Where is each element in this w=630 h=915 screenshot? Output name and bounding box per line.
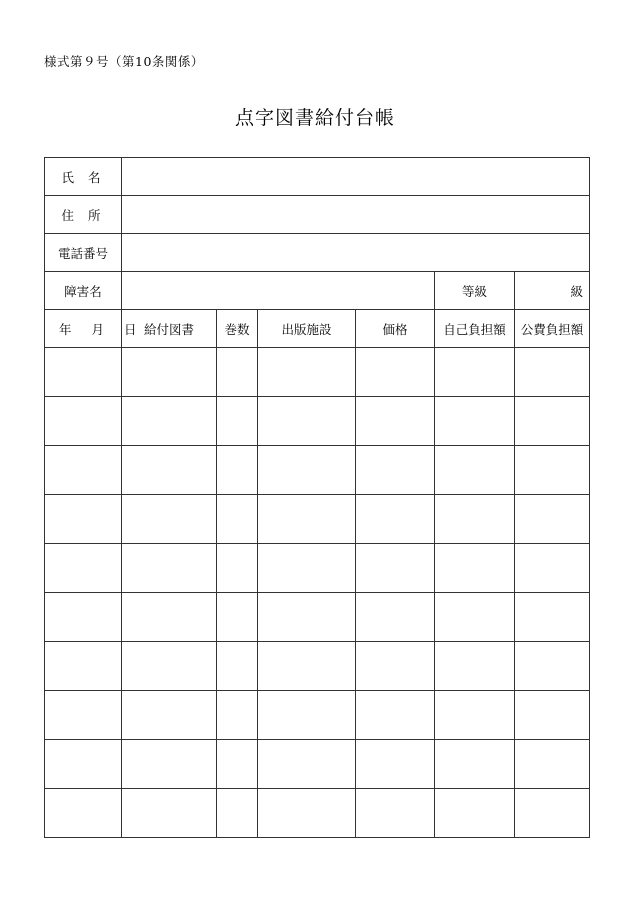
name-field[interactable] <box>122 158 590 196</box>
cell-public-pay[interactable] <box>515 446 590 495</box>
cell-price[interactable] <box>356 348 435 397</box>
cell-self-pay[interactable] <box>435 789 515 838</box>
cell-volumes[interactable] <box>217 789 258 838</box>
cell-books[interactable] <box>122 691 217 740</box>
cell-public-pay[interactable] <box>515 789 590 838</box>
table-row <box>45 495 590 544</box>
table-row <box>45 446 590 495</box>
cell-books[interactable] <box>122 348 217 397</box>
cell-date[interactable] <box>45 593 122 642</box>
cell-volumes[interactable] <box>217 642 258 691</box>
cell-price[interactable] <box>356 495 435 544</box>
table-row <box>45 789 590 838</box>
cell-price[interactable] <box>356 642 435 691</box>
cell-volumes[interactable] <box>217 495 258 544</box>
cell-self-pay[interactable] <box>435 593 515 642</box>
cell-self-pay[interactable] <box>435 544 515 593</box>
table-row <box>45 642 590 691</box>
cell-date[interactable] <box>45 397 122 446</box>
cell-volumes[interactable] <box>217 593 258 642</box>
form-number: 様式第９号（第10条関係） <box>44 54 204 69</box>
cell-publisher[interactable] <box>258 397 356 446</box>
cell-public-pay[interactable] <box>515 593 590 642</box>
cell-public-pay[interactable] <box>515 348 590 397</box>
cell-date[interactable] <box>45 691 122 740</box>
table-row <box>45 544 590 593</box>
grade-field[interactable]: 級 <box>515 272 590 310</box>
table-row <box>45 740 590 789</box>
cell-price[interactable] <box>356 593 435 642</box>
address-row <box>45 196 590 234</box>
cell-books[interactable] <box>122 789 217 838</box>
cell-publisher[interactable] <box>258 740 356 789</box>
disability-row <box>45 272 590 310</box>
phone-label: 電話番号 <box>45 234 122 272</box>
col-self-pay: 自己負担額 <box>435 310 515 348</box>
cell-publisher[interactable] <box>258 348 356 397</box>
col-books: 給付図書 <box>122 310 217 348</box>
cell-volumes[interactable] <box>217 397 258 446</box>
cell-public-pay[interactable] <box>515 397 590 446</box>
cell-publisher[interactable] <box>258 495 356 544</box>
cell-price[interactable] <box>356 446 435 495</box>
column-header-row <box>45 310 590 348</box>
cell-date[interactable] <box>45 348 122 397</box>
cell-self-pay[interactable] <box>435 397 515 446</box>
col-public-pay: 公費負担額 <box>515 310 590 348</box>
table-row <box>45 593 590 642</box>
cell-date[interactable] <box>45 642 122 691</box>
cell-price[interactable] <box>356 544 435 593</box>
cell-self-pay[interactable] <box>435 691 515 740</box>
table-row <box>45 348 590 397</box>
cell-price[interactable] <box>356 397 435 446</box>
grade-label: 等級 <box>435 272 515 310</box>
cell-public-pay[interactable] <box>515 691 590 740</box>
cell-date[interactable] <box>45 740 122 789</box>
table-row <box>45 397 590 446</box>
cell-public-pay[interactable] <box>515 495 590 544</box>
cell-publisher[interactable] <box>258 789 356 838</box>
cell-public-pay[interactable] <box>515 740 590 789</box>
cell-books[interactable] <box>122 446 217 495</box>
cell-date[interactable] <box>45 544 122 593</box>
cell-books[interactable] <box>122 740 217 789</box>
cell-date[interactable] <box>45 446 122 495</box>
col-date: 年月日 <box>45 310 122 348</box>
cell-books[interactable] <box>122 397 217 446</box>
cell-publisher[interactable] <box>258 691 356 740</box>
col-price: 価格 <box>356 310 435 348</box>
cell-publisher[interactable] <box>258 544 356 593</box>
cell-price[interactable] <box>356 789 435 838</box>
disability-field[interactable] <box>122 272 435 310</box>
disability-label: 障害名 <box>45 272 122 310</box>
cell-self-pay[interactable] <box>435 740 515 789</box>
cell-self-pay[interactable] <box>435 348 515 397</box>
cell-volumes[interactable] <box>217 691 258 740</box>
address-label: 住所 <box>45 196 122 234</box>
cell-volumes[interactable] <box>217 544 258 593</box>
col-publisher: 出版施設 <box>258 310 356 348</box>
phone-field[interactable] <box>122 234 590 272</box>
cell-volumes[interactable] <box>217 348 258 397</box>
cell-books[interactable] <box>122 642 217 691</box>
phone-row <box>45 234 590 272</box>
name-label: 氏名 <box>45 158 122 196</box>
cell-volumes[interactable] <box>217 740 258 789</box>
cell-price[interactable] <box>356 691 435 740</box>
cell-self-pay[interactable] <box>435 642 515 691</box>
document-title: 点字図書給付台帳 <box>234 107 395 129</box>
cell-publisher[interactable] <box>258 642 356 691</box>
cell-public-pay[interactable] <box>515 544 590 593</box>
cell-price[interactable] <box>356 740 435 789</box>
cell-volumes[interactable] <box>217 446 258 495</box>
table-row <box>45 691 590 740</box>
name-row <box>45 158 590 196</box>
cell-date[interactable] <box>45 789 122 838</box>
cell-books[interactable] <box>122 593 217 642</box>
cell-publisher[interactable] <box>258 593 356 642</box>
cell-date[interactable] <box>45 495 122 544</box>
cell-publisher[interactable] <box>258 446 356 495</box>
cell-books[interactable] <box>122 495 217 544</box>
cell-public-pay[interactable] <box>515 642 590 691</box>
cell-books[interactable] <box>122 544 217 593</box>
address-field[interactable] <box>122 196 590 234</box>
cell-self-pay[interactable] <box>435 495 515 544</box>
ledger-table <box>44 157 590 838</box>
col-volumes: 巻数 <box>217 310 258 348</box>
cell-self-pay[interactable] <box>435 446 515 495</box>
